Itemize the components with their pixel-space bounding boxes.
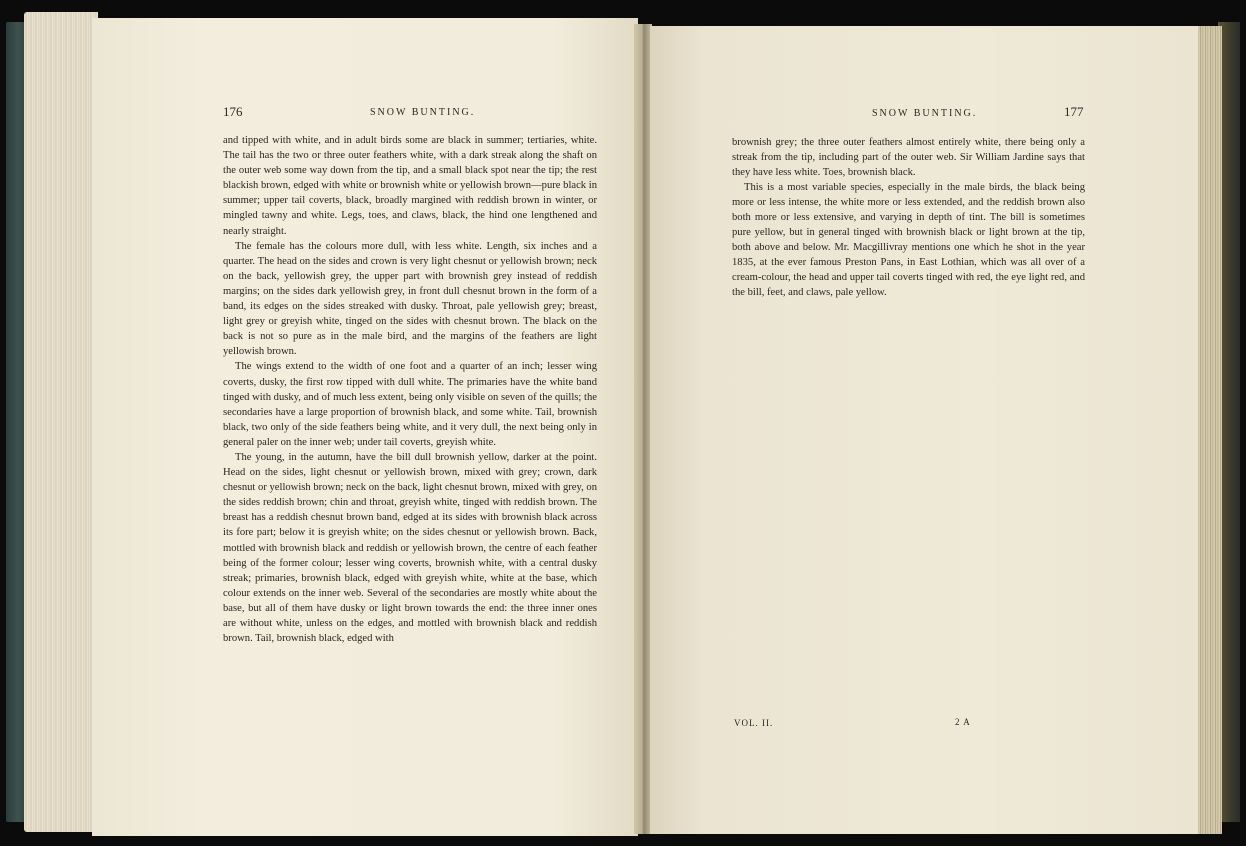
right-paragraph-1: brownish grey; the three outer feathers almost entirely white, there being only a streak from the tip, including part of the outer web. Sir William Jardine says that they have less white. Toes, brownish black.	[732, 137, 1085, 178]
left-running-head: SNOW BUNTING.	[370, 107, 476, 118]
right-running-head: SNOW BUNTING.	[872, 108, 978, 119]
footer-signature: 2 A	[955, 717, 971, 727]
left-page-text	[223, 133, 597, 646]
footer-volume: VOL. II.	[734, 718, 774, 728]
right-page-text	[732, 135, 1085, 300]
page-edges-right	[1196, 26, 1222, 834]
page-edges-left	[24, 12, 98, 832]
right-page-number: 177	[1064, 104, 1084, 119]
left-paragraph-4: The young, in the autumn, have the bill dull brownish yellow, darker at the point. Head on the sides, light chesnut or yellowish brown, mixed with grey; crown, dark chesnut or yellowish brown; neck on the back, light chesnut brown, mixed with grey, on the sides reddish brown; chin and throat, greyish white, tinged with reddish brown. The breast has a reddish chesnut brown band, edged at its sides with brownish black across its fore part; below it is greyish white; on the sides chesnut or yellowish brown. Back, mottled with brownish black and reddish or yellowish brown, the centre of each feather being of the former colour; lesser wing coverts, brownish white, with a central dusky streak; primaries, brownish black, edged with greyish white, white at the base, which colour extends on the inner web. Several of the secondaries are mostly white about the base, but all of them have dusky or light brown towards the end: the three inner ones are without white, unless on the edges, and mottled with brownish black and reddish brown. Tail, brownish black, edged with	[223, 451, 597, 645]
right-paragraph-2: This is a most variable species, especially in the male birds, the black being more or less intense, the white more or less extended, and the reddish brown also both more or less extensive, and varying in depth of tint. The bill is sometimes pure yellow, but in general tinged with brownish black or light brown at the tip, both above and below. Mr. Macgillivray mentions one which he shot in the year 1835, at the ever famous Preston Pans, in East Lothian, which was all over of a cream-colour, the head and upper tail coverts tinged with red, the eye light red, and the bill, feet, and claws, pale yellow.	[732, 182, 1085, 298]
left-page-number: 176	[223, 104, 243, 119]
left-paragraph-3: The wings extend to the width of one foot and a quarter of an inch; lesser wing coverts, dusky, the first row tipped with dull white. The primaries have the white band tinged with dusky, and of much less extent, being only visible on seven of the quills; the secondaries have a large proportion of brownish black, and some white. Tail, brownish black, two only of the side feathers being white, and it very dull, the next being only in general paler on the inner web; under tail coverts, greyish white.	[223, 361, 597, 448]
left-paragraph-1: and tipped with white, and in adult birds some are black in summer; tertiaries, white. The tail has the two or three outer feathers white, with a dark streak along the shaft on the outer web some way down from the tip, and a small black spot near the tip; the rest blackish brown, edged with white or brownish white or yellowish brown—pure black in summer; upper tail coverts, black, broadly margined with reddish brown in winter, or mingled tawny and white. Legs, toes, and claws, black, the hind one lengthened and nearly straight.	[223, 135, 597, 237]
left-paragraph-2: The female has the colours more dull, with less white. Length, six inches and a quarter. The head on the sides and crown is very light chesnut or yellowish brown; neck on the back, yellowish grey, the upper part with brownish grey instead of reddish margins; on the sides dark yellowish grey, in front dull chesnut brown in the form of a band, its edges on the sides streaked with dusky. Throat, pale yellowish grey; breast, light grey or greyish white, tinged on the sides with chesnut brown. The black on the back is not so pure as in the male bird, and the margins of the feathers are light yellowish brown.	[223, 240, 597, 358]
